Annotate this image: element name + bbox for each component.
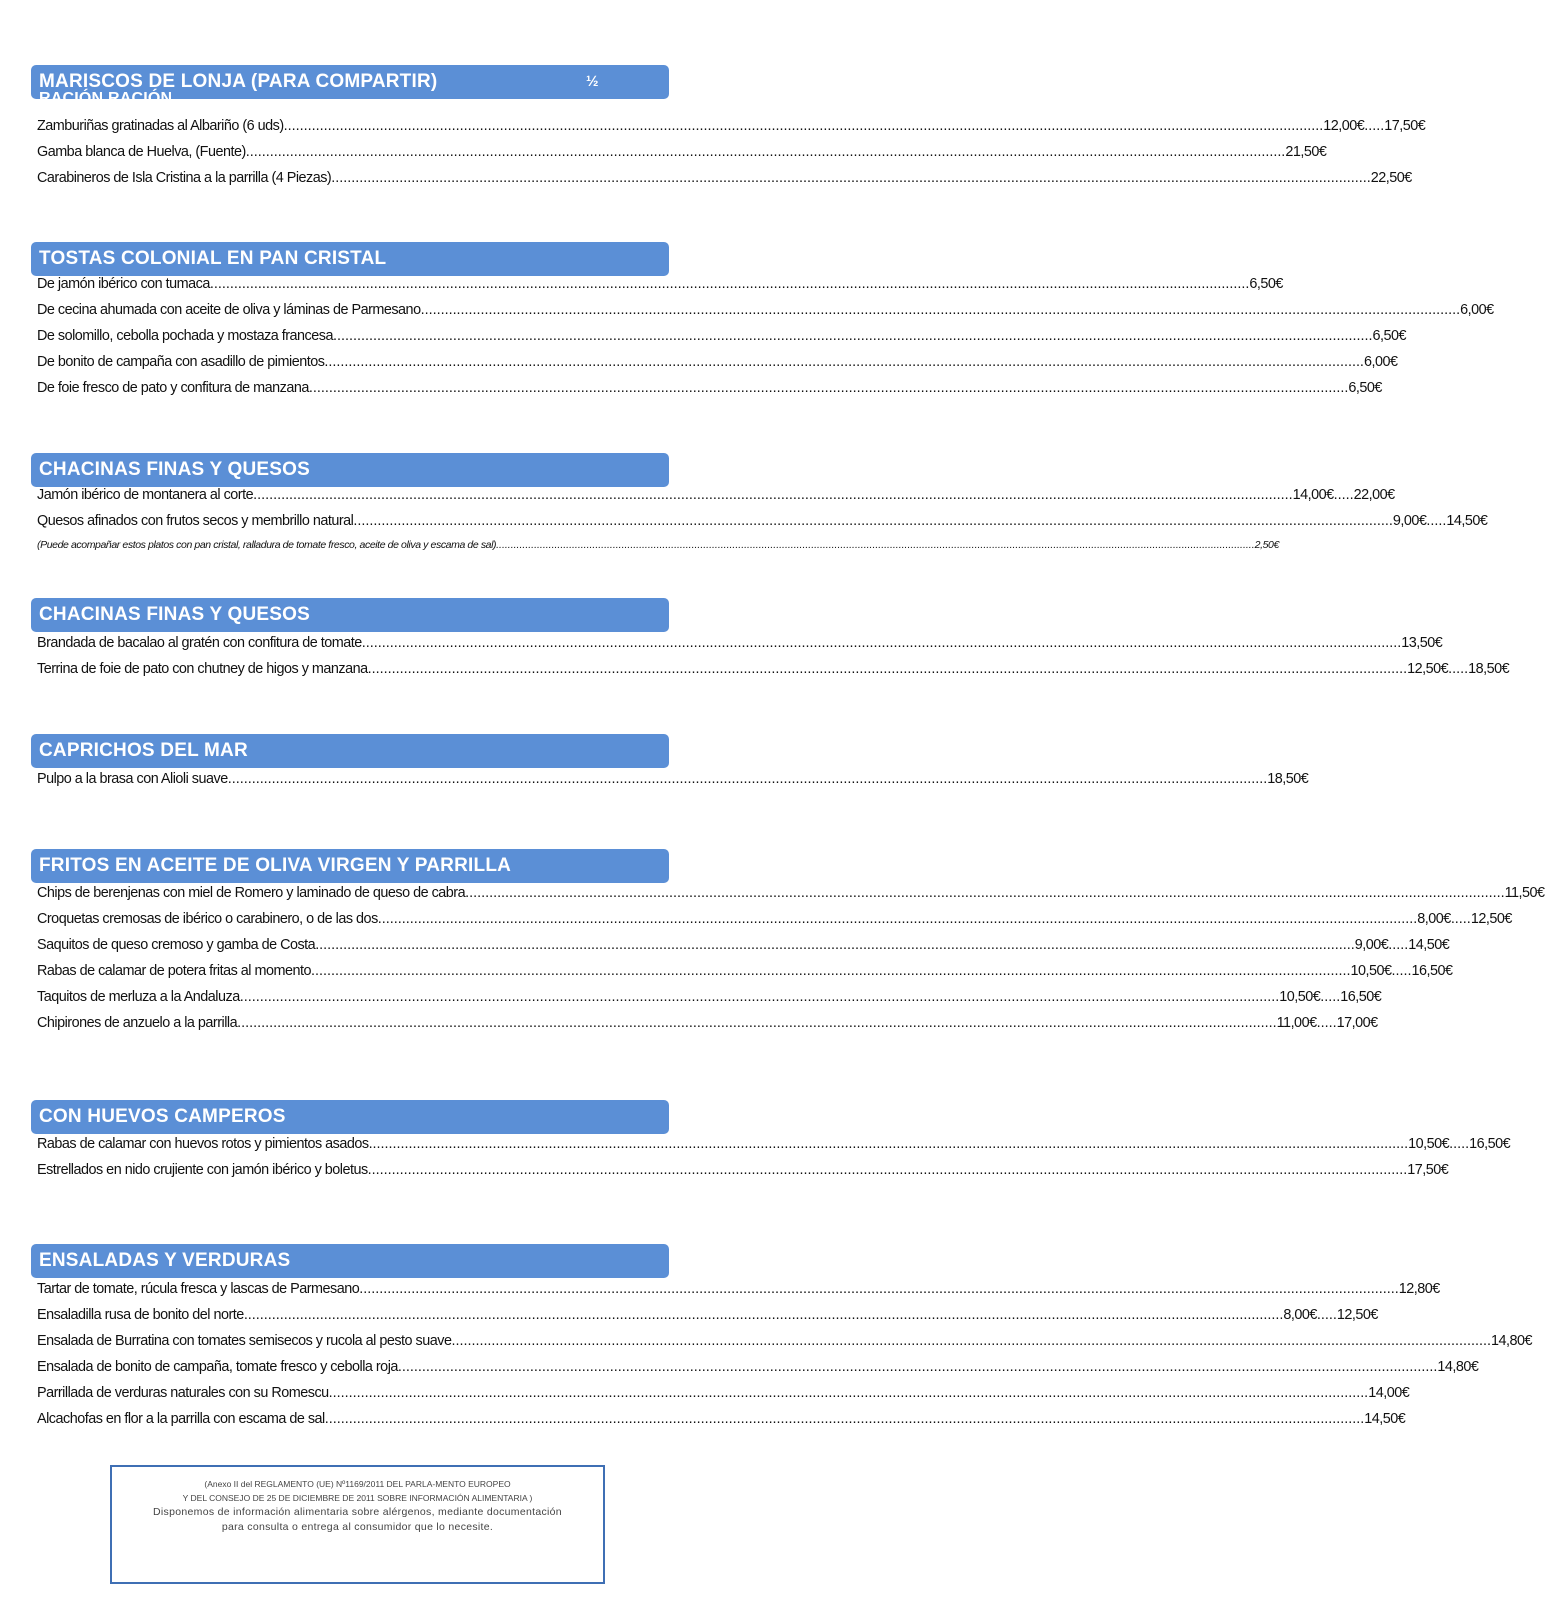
item-price-full: 6,50€ — [1348, 380, 1382, 396]
item-price-full: 14,50€ — [1408, 937, 1450, 953]
section-title: CHACINAS FINAS Y QUESOS — [39, 459, 310, 480]
item-price-half: 8,00€ — [1283, 1307, 1317, 1323]
section-header — [31, 1100, 669, 1134]
item-price-half: 12,50€ — [1407, 661, 1449, 677]
menu-item — [37, 885, 1545, 911]
menu-item — [37, 170, 1412, 196]
section-tostas — [31, 242, 1494, 406]
item-price-full: 18,50€ — [1468, 661, 1510, 677]
section-header — [31, 65, 669, 107]
item-name: Rabas de calamar con huevos rotos y pimientos asados — [37, 1136, 369, 1152]
note-price: 2,50€ — [1254, 539, 1279, 551]
menu-item — [37, 1333, 1532, 1359]
item-name: Ensalada de bonito de campaña, tomate fresco y cebolla roja — [37, 1359, 398, 1375]
item-price-half: 12,00€ — [1323, 118, 1365, 134]
item-name: Terrina de foie de pato con chutney de higos y manzana — [37, 661, 368, 677]
menu-item — [37, 635, 1443, 661]
menu-item: Taquitos de merluza a la Andaluza ..... 10,50€ ..... 16,50€ — [37, 989, 663, 1015]
menu-item — [37, 1385, 1410, 1411]
section-title: CON HUEVOS CAMPEROS — [39, 1106, 286, 1127]
item-price-full: 21,50€ — [1285, 144, 1327, 160]
item-price-full: 17,00€ — [1336, 1015, 1378, 1031]
item-name: De bonito de campaña con asadillo de pimientos — [37, 354, 325, 370]
section-header — [31, 1244, 669, 1278]
section-title: FRITOS EN ACEITE DE OLIVA VIRGEN Y PARRILLA — [39, 855, 512, 876]
item-price-half: 10,50€ — [1408, 1136, 1450, 1152]
item-name: Chipirones de anzuelo a la parrilla — [37, 1015, 238, 1031]
item-name: Chips de berenjenas con miel de Romero y laminado de queso de cabra — [37, 885, 466, 901]
item-price-full: 14,80€ — [1490, 1333, 1532, 1349]
item-name: Croquetas cremosas de ibérico o carabinero, o de las dos — [37, 911, 378, 927]
section-caprichos — [31, 734, 1309, 797]
allergen-notice-line-1: Disponemos de información alimentaria sobre alérgenos, mediante documentación — [153, 1506, 562, 1518]
menu-item — [37, 1281, 1440, 1307]
note-text: (Puede acompañar estos platos con pan cristal, ralladura de tomate fresco, aceite de oliva y escama de sal) — [37, 539, 497, 551]
menu-item: Rabas de calamar con huevos rotos y pimientos asados ..... 10,50€ ..... 16,50€ — [37, 1136, 663, 1162]
item-name: Parrillada de verduras naturales con su Romescu — [37, 1385, 329, 1401]
section-header — [31, 849, 669, 883]
item-price-full: 12,50€ — [1470, 911, 1512, 927]
item-price-full: 14,80€ — [1437, 1359, 1479, 1375]
menu-item — [37, 1411, 1406, 1437]
menu-item: Zamburiñas gratinadas al Albariño (6 uds) ..... 12,00€ ..... 17,50€ — [37, 118, 663, 144]
menu-item: Terrina de foie de pato con chutney de higos y manzana ..... 12,50€ ..... 18,50€ — [37, 661, 663, 687]
item-name: Gamba blanca de Huelva, (Fuente) — [37, 144, 246, 160]
item-name: De foie fresco de pato y confitura de manzana — [37, 380, 309, 396]
section-header — [31, 734, 669, 768]
item-name: Quesos afinados con frutos secos y membrillo natural — [37, 513, 354, 529]
item-price-half: 14,00€ — [1292, 487, 1334, 503]
item-price-full: 14,50€ — [1446, 513, 1488, 529]
section-chacinas — [31, 453, 1488, 557]
item-name: Carabineros de Isla Cristina a la parrilla (4 Piezas) — [37, 170, 332, 186]
item-name: Tartar de tomate, rúcula fresca y lascas de Parmesano — [37, 1281, 360, 1297]
section-chacinas-2 — [31, 598, 1510, 687]
menu-item: Ensaladilla rusa de bonito del norte ..... 8,00€ ..... 12,50€ — [37, 1307, 663, 1333]
section-title: MARISCOS DE LONJA (PARA COMPARTIR) — [39, 71, 438, 92]
section-huevos — [31, 1100, 1511, 1188]
menu-item — [37, 354, 1398, 380]
item-name: De cecina ahumada con aceite de oliva y láminas de Parmesano — [37, 302, 421, 318]
section-ensaladas — [31, 1244, 1532, 1437]
item-name: De jamón ibérico con tumaca — [37, 276, 210, 292]
item-price-full: 17,50€ — [1407, 1162, 1449, 1178]
half-portion-label: ½ — [586, 73, 599, 90]
menu-item — [37, 1162, 1449, 1188]
menu-item: Jamón ibérico de montanera al corte ..... 14,00€ ..... 22,00€ — [37, 487, 663, 513]
item-price-full: 6,00€ — [1363, 354, 1398, 370]
portion-subtitle: RACIÓN RACIÓN — [39, 90, 173, 107]
item-name: Jamón ibérico de montanera al corte — [37, 487, 254, 503]
item-price-full: 18,50€ — [1267, 771, 1309, 787]
item-name: Brandada de bacalao al gratén con confitura de tomate — [37, 635, 362, 651]
section-title: TOSTAS COLONIAL EN PAN CRISTAL — [39, 248, 387, 269]
item-price-half: 9,00€ — [1354, 937, 1389, 953]
item-price-full: 17,50€ — [1384, 118, 1426, 134]
item-name: Rabas de calamar de potera fritas al momento — [37, 963, 311, 979]
section-fritos — [31, 849, 1545, 1041]
menu-item — [37, 328, 1407, 354]
item-name: Alcachofas en flor a la parrilla con escama de sal — [37, 1411, 325, 1427]
item-price-half: 8,00€ — [1417, 911, 1451, 927]
item-price-half: 11,00€ — [1276, 1015, 1317, 1031]
item-price-full: 14,50€ — [1364, 1411, 1406, 1427]
menu-item — [37, 380, 1382, 406]
regulation-line-1: (Anexo II del REGLAMENTO (UE) Nº1169/2011 DEL PARLA-MENTO EUROPEO — [204, 1479, 511, 1489]
item-price-full: 22,00€ — [1353, 487, 1395, 503]
item-name: Ensalada de Burratina con tomates semisecos y rucola al pesto suave — [37, 1333, 452, 1349]
item-price-full: 6,00€ — [1460, 302, 1494, 318]
item-name: Estrellados en nido crujiente con jamón ibérico y boletus — [37, 1162, 368, 1178]
item-price-full: 14,00€ — [1368, 1385, 1410, 1401]
item-price-full: 13,50€ — [1401, 635, 1443, 651]
section-mariscos — [31, 65, 1426, 196]
section-header — [31, 242, 669, 276]
section-title: ENSALADAS Y VERDURAS — [39, 1250, 291, 1271]
item-name: Ensaladilla rusa de bonito del norte — [37, 1307, 244, 1323]
allergen-info-box — [110, 1465, 605, 1584]
allergen-notice-line-2: para consulta o entrega al consumidor que lo necesite. — [221, 1521, 494, 1533]
item-price-full: 6,50€ — [1249, 276, 1283, 292]
item-name: De solomillo, cebolla pochada y mostaza francesa — [37, 328, 333, 344]
section-title: CHACINAS FINAS Y QUESOS — [39, 604, 310, 625]
item-name: Taquitos de merluza a la Andaluza — [37, 989, 240, 1005]
item-price-full: 11,50€ — [1504, 885, 1545, 901]
menu-note — [37, 539, 1279, 557]
item-name: Zamburiñas gratinadas al Albariño (6 uds) — [37, 118, 284, 134]
item-price-full: 12,80€ — [1398, 1281, 1440, 1297]
item-name: Pulpo a la brasa con Alioli suave — [37, 771, 228, 787]
section-header — [31, 453, 669, 487]
menu-item: Quesos afinados con frutos secos y membrillo natural ..... 9,00€ ..... 14,50€ — [37, 513, 663, 539]
item-price-full: 22,50€ — [1370, 170, 1412, 186]
menu-item: Saquitos de queso cremoso y gamba de Costa ..... 9,00€ ..... 14,50€ — [37, 937, 663, 963]
menu-item — [37, 302, 1494, 328]
item-price-full: 12,50€ — [1336, 1307, 1378, 1323]
section-header — [31, 598, 669, 632]
menu-item: Croquetas cremosas de ibérico o carabinero, o de las dos ..... 8,00€ ..... 12,50€ — [37, 911, 663, 937]
menu-item: Rabas de calamar de potera fritas al momento ..... 10,50€ ..... 16,50€ — [37, 963, 663, 989]
regulation-line-2: Y DEL CONSEJO DE 25 DE DICIEMBRE DE 2011 SOBRE INFORMACIÓN ALIMENTARIA ) — [182, 1493, 533, 1503]
item-price-full: 16,50€ — [1340, 989, 1382, 1005]
item-price-full: 6,50€ — [1372, 328, 1407, 344]
menu-item — [37, 144, 1327, 170]
item-price-half: 10,50€ — [1350, 963, 1392, 979]
item-price-full: 16,50€ — [1469, 1136, 1511, 1152]
menu-item — [37, 276, 1283, 302]
menu-item — [37, 1359, 1479, 1385]
item-name: Saquitos de queso cremoso y gamba de Costa — [37, 937, 316, 953]
item-price-full: 16,50€ — [1411, 963, 1453, 979]
menu-item: Chipirones de anzuelo a la parrilla ..... 11,00€ ..... 17,00€ — [37, 1015, 663, 1041]
section-title: CAPRICHOS DEL MAR — [39, 740, 248, 761]
item-price-half: 9,00€ — [1392, 513, 1427, 529]
menu-item — [37, 771, 1309, 797]
item-price-half: 10,50€ — [1279, 989, 1321, 1005]
